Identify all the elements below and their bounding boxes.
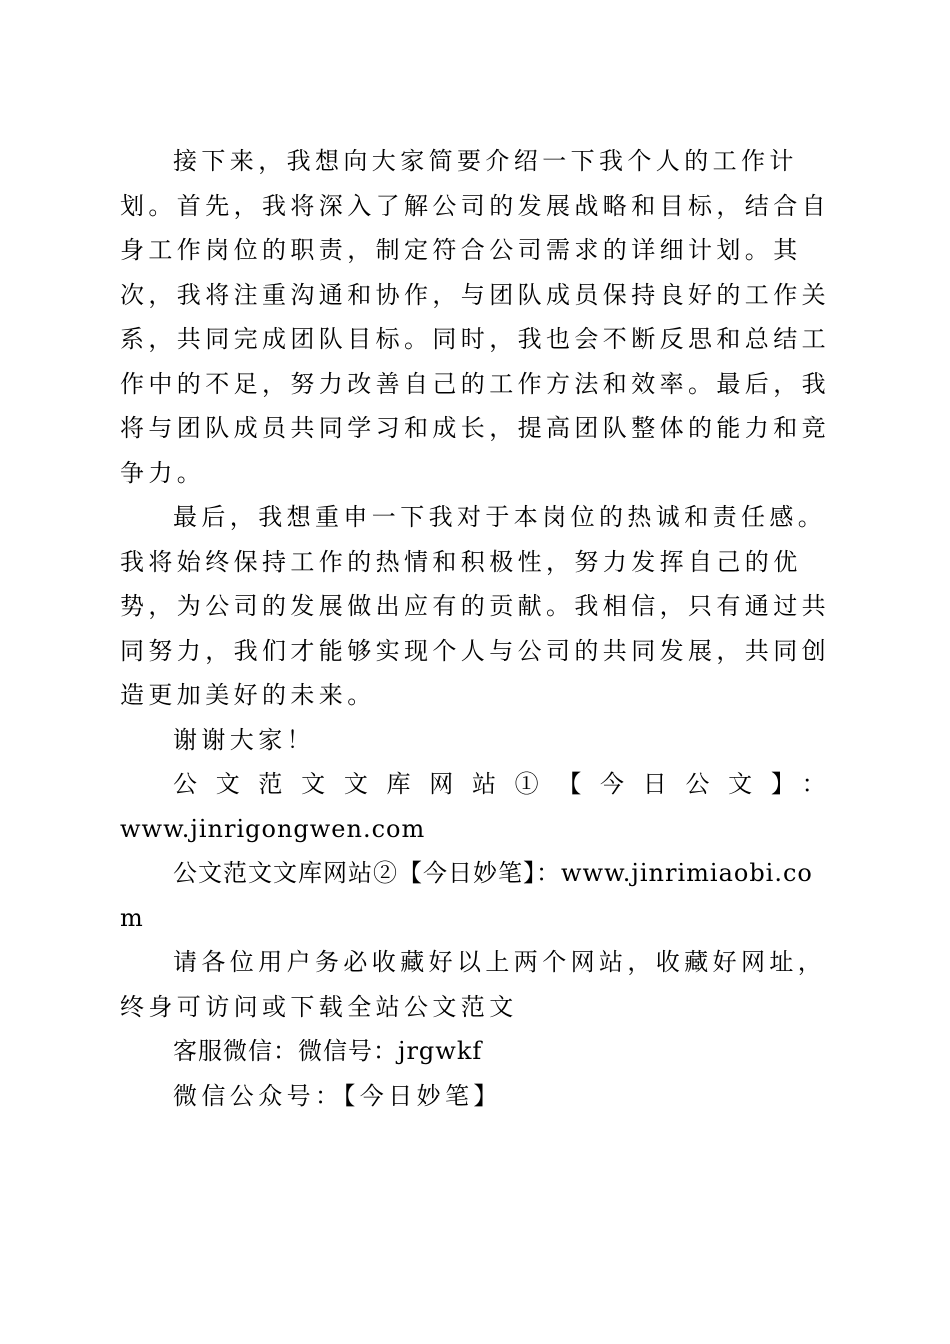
paragraph-work-plan: 接下来，我想向大家简要介绍一下我个人的工作计划。首先，我将深入了解公司的发展战略和目标，结合自身工作岗位的职责，制定符合公司需求的详细计划。其次，我将注重沟通和协作，与团队成员保持良好的工作关系，共同完成团队目标。同时，我也会不断反思和总结工作中的不足，努力改善自己的工作方法和效率。最后，我将与团队成员共同学习和成长，提高团队整体的能力和竞争力。 — [120, 147, 830, 487]
service-wechat: 客服微信：微信号：jrgwkf — [173, 1037, 483, 1065]
notice-paragraph: 请各位用户务必收藏好以上两个网站，收藏好网址，终身可访问或下载全站公文范文 — [120, 948, 827, 1021]
document-body — [120, 139, 830, 1118]
paragraph-commitment: 最后，我想重申一下我对于本岗位的热诚和责任感。我将始终保持工作的热情和积极性，努力发挥自己的优势，为公司的发展做出应有的贡献。我相信，只有通过共同努力，我们才能够实现个人与公司的共同发展，共同创造更加美好的未来。 — [120, 503, 830, 709]
site1-line: 公文范文文库网站①【今日公文】： — [173, 770, 830, 798]
paragraph-thanks: 谢谢大家！ — [173, 725, 315, 754]
official-account: 微信公众号：【今日妙笔】 — [173, 1081, 502, 1110]
site2-line: 公文范文文库网站②【今日妙笔】：www.jinrimiaobi.com — [120, 859, 813, 932]
site1-url: www.jinrigongwen.com — [120, 814, 426, 843]
